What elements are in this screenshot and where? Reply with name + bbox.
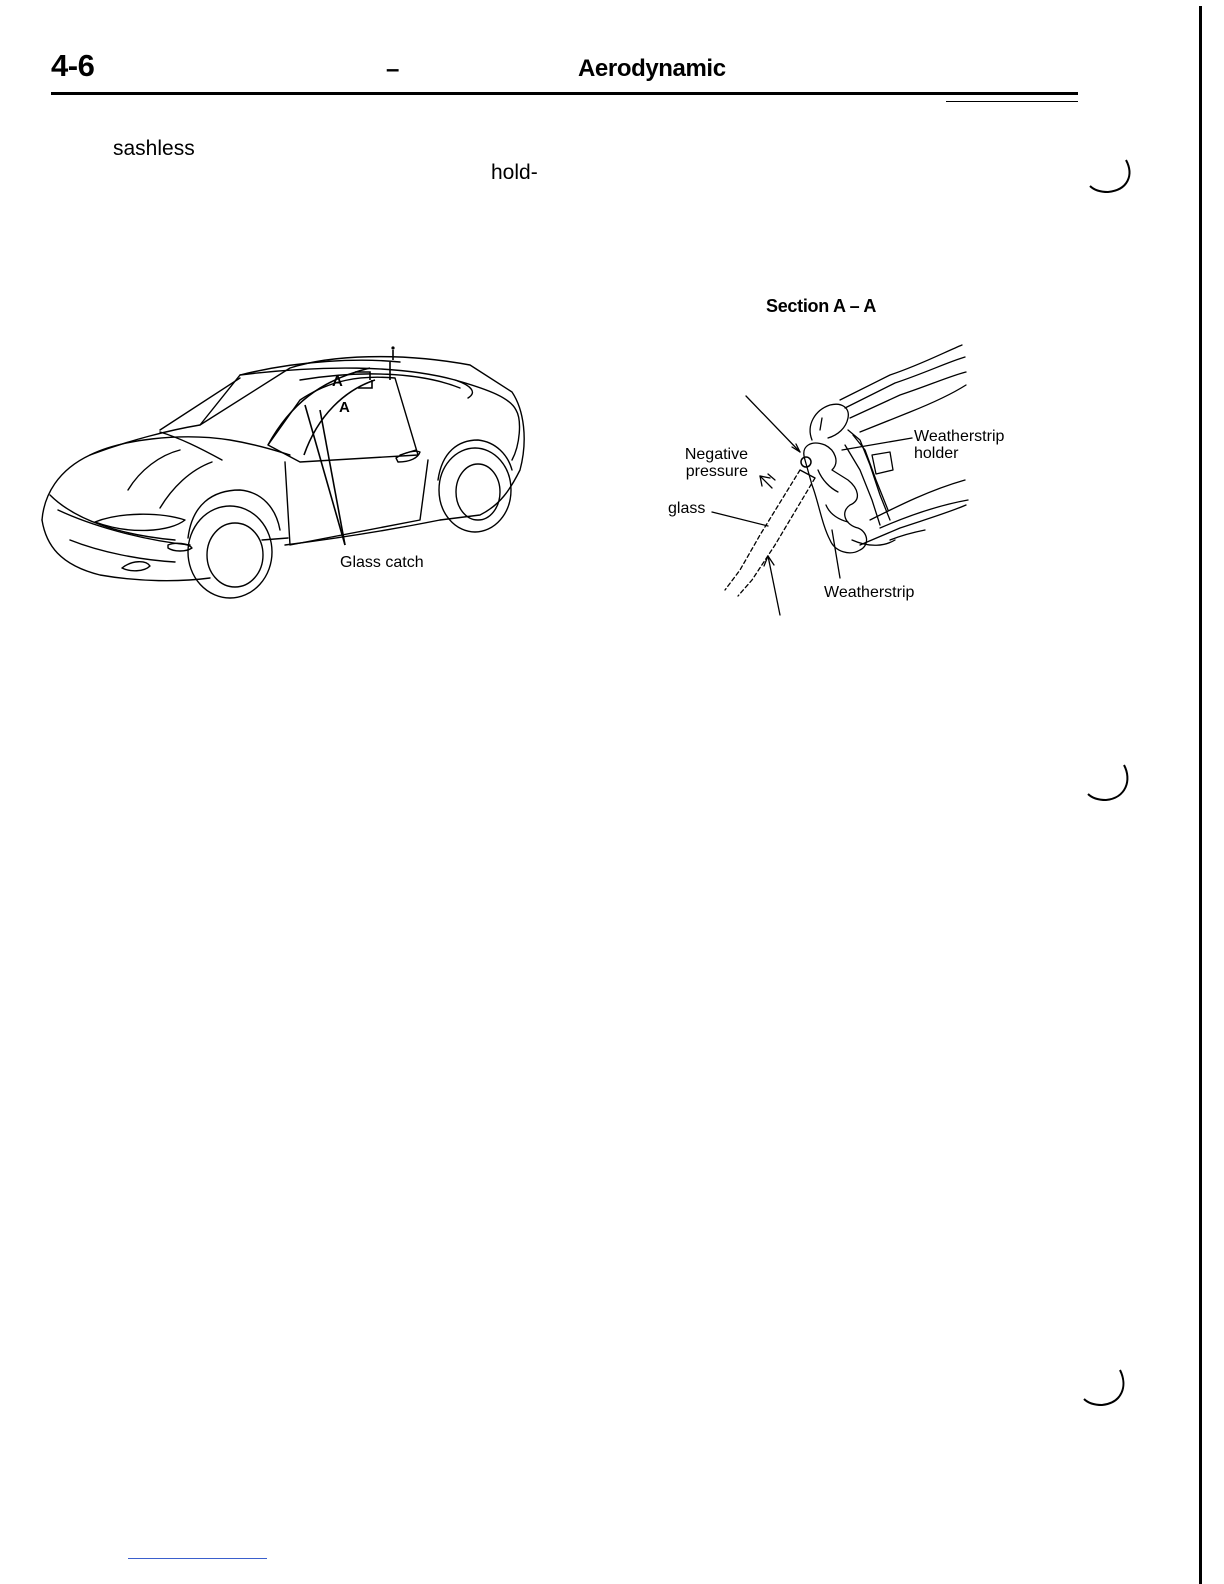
label-weatherstrip-holder: Weatherstrip holder xyxy=(914,428,1005,462)
label-negative-pressure: Negative pressure xyxy=(684,446,748,480)
body-word-sashless: sashless xyxy=(113,137,195,160)
body-word-hold: hold- xyxy=(491,161,538,184)
label-glass-catch: Glass catch xyxy=(340,554,424,571)
section-marker-a-2: A xyxy=(339,399,350,416)
footer-link-underline xyxy=(128,1558,267,1559)
section-marker-a-1: A xyxy=(332,373,343,390)
page-number: 4-6 xyxy=(51,48,95,83)
section-caption: Section A – A xyxy=(766,296,877,316)
header-separator: – xyxy=(386,56,400,83)
label-weatherstrip: Weatherstrip xyxy=(824,584,915,601)
section-title: Aerodynamic xyxy=(578,55,726,82)
label-glass: glass xyxy=(668,500,706,517)
